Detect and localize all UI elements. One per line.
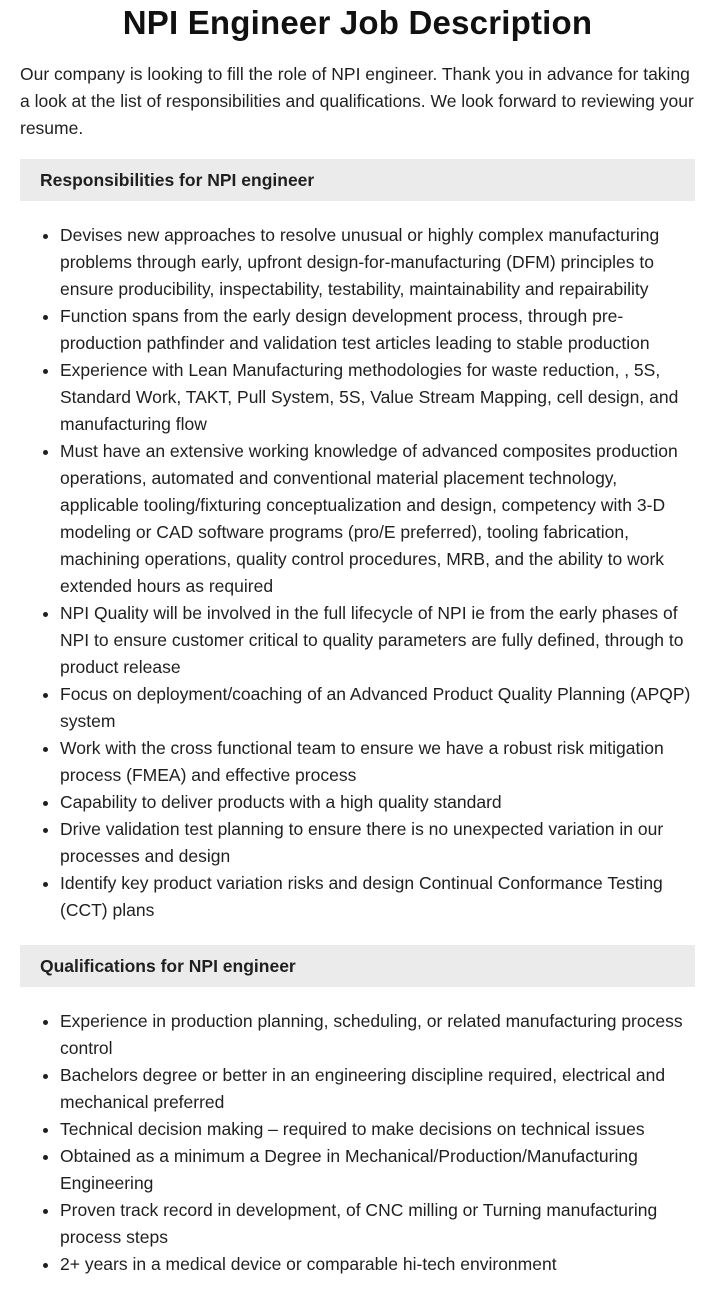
list-item: • Capability to deliver products with a high quality standard: [60, 789, 695, 816]
list-item: • Drive validation test planning to ensure there is no unexpected variation in our processes and design: [60, 816, 695, 870]
list-item: • Experience in production planning, scheduling, or related manufacturing process control: [60, 1008, 695, 1062]
qualifications-list: [20, 1008, 695, 1278]
list-item: • Proven track record in development, of CNC milling or Turning manufacturing process steps: [60, 1197, 695, 1251]
list-item: • Work with the cross functional team to ensure we have a robust risk mitigation process (FMEA) and effective process: [60, 735, 695, 789]
list-item: • 2+ years in a medical device or comparable hi-tech environment: [60, 1251, 695, 1278]
page-title: NPI Engineer Job Description: [122, 4, 593, 41]
intro-paragraph: Our company is looking to fill the role of NPI engineer. Thank you in advance for taking a look at the list of responsibilities and qualifications. We look forward to reviewing your resume.: [20, 64, 694, 138]
list-item: • Function spans from the early design development process, through pre-production pathfinder and validation test articles leading to stable production: [60, 303, 695, 357]
list-item: • Identify key product variation risks and design Continual Conformance Testing (CCT) plans: [60, 870, 695, 924]
list-item: • Obtained as a minimum a Degree in Mechanical/Production/Manufacturing Engineering: [60, 1143, 695, 1197]
list-item: • Technical decision making – required to make decisions on technical issues: [60, 1116, 695, 1143]
responsibilities-heading: Responsibilities for NPI engineer: [20, 159, 695, 201]
list-item: • Bachelors degree or better in an engineering discipline required, electrical and mechanical preferred: [60, 1062, 695, 1116]
list-item: • Focus on deployment/coaching of an Advanced Product Quality Planning (APQP) system: [60, 681, 695, 735]
qualifications-heading: Qualifications for NPI engineer: [20, 945, 695, 987]
responsibilities-list: [20, 222, 695, 924]
list-item: • Must have an extensive working knowledge of advanced composites production operations, automated and conventional material placement technology, applicable tooling/fixturing conceptualization and design, competency with 3-D modeling or CAD software programs (pro/E preferred), tooling fabrication, machining operations, quality control procedures, MRB, and the ability to work extended hours as required: [60, 438, 695, 600]
list-item: • Experience with Lean Manufacturing methodologies for waste reduction, , 5S, Standard Work, TAKT, Pull System, 5S, Value Stream Mapping, cell design, and manufacturing flow: [60, 357, 695, 438]
list-item: • NPI Quality will be involved in the full lifecycle of NPI ie from the early phases of NPI to ensure customer critical to quality parameters are fully defined, through to product release: [60, 600, 695, 681]
list-item: • Devises new approaches to resolve unusual or highly complex manufacturing problems through early, upfront design-for-manufacturing (DFM) principles to ensure producibility, inspectability, testability, maintainability and repairability: [60, 222, 695, 303]
